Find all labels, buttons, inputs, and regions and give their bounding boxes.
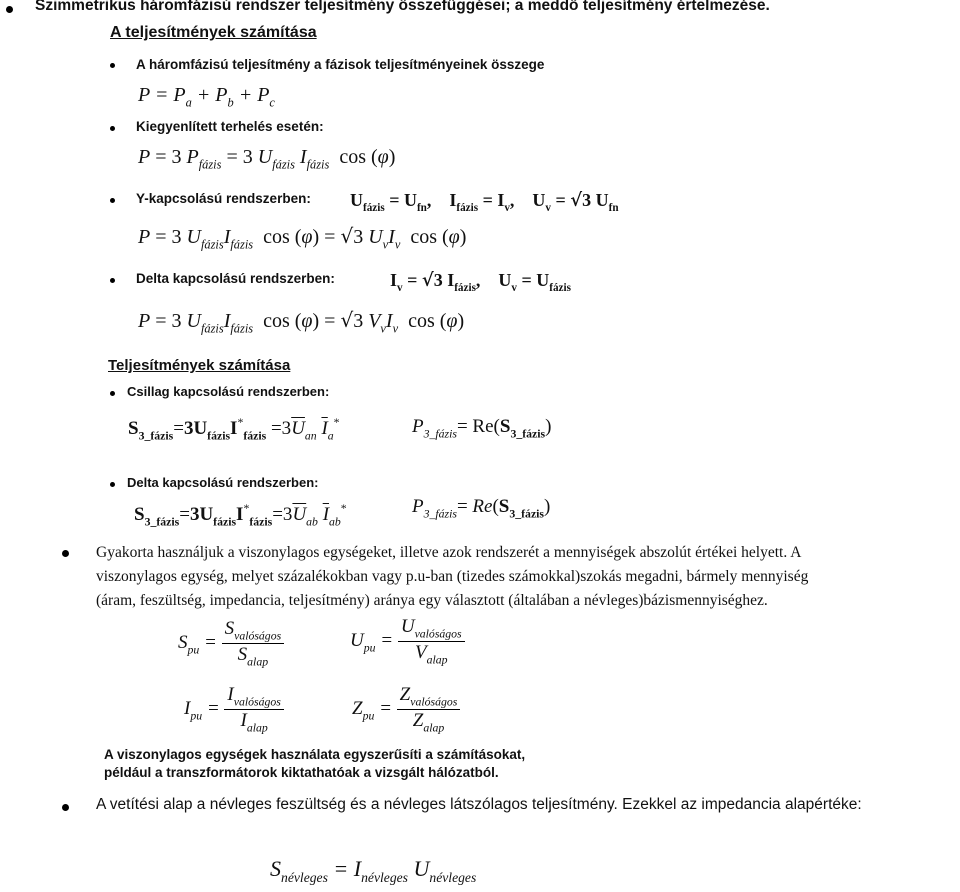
page-title: Szimmetrikus háromfázisú rendszer teljesítmény összefüggései; a meddő teljesítmény értelmezése. — [35, 0, 770, 14]
equation-s-star: $S_{3\_fázis}=3U_{fázis}I^*_{fázis} =3\overline{U}_{an}$ $\overline{I}_a^*$ — [128, 416, 340, 443]
equation-p-star: $P_{3\_fázis}= Re(S_{3\_fázis})$ — [412, 416, 552, 441]
bullet-dot — [110, 482, 115, 487]
section-title-teljesitmenyek-2: Teljesítmények számítása — [108, 357, 291, 374]
item-csillag: Csillag kapcsolású rendszerben: — [127, 384, 330, 399]
equation-p-delta-2: $P_{3\_fázis}= Re(S_{3\_fázis})$ — [412, 496, 551, 521]
paragraph-vetitesi-alap: A vetítési alap a névleges feszültség és a névleges látszólagos teljesítmény. Ezekkel az impedancia alapértéke: — [96, 796, 862, 813]
item-delta-2: Delta kapcsolású rendszerben: — [127, 475, 319, 490]
equation-i-pu: $I_{pu}$ = $\frac{I_{valóságos}}{I_{alap}}$ — [184, 684, 284, 736]
equation-u-pu: $U_{pu}$ = $\frac{U_{valóságos}}{V_{alap}}$ — [350, 616, 465, 668]
paragraph-line: (áram, feszültség, impedancia, teljesítmény) aránya egy választott (általában a névleges)bázismennyiséghez. — [96, 592, 768, 609]
equation-p-delta: P = 3 $U_{fázis}I_{fázis}$ cos (φ) = √3 $V_vI_v$ cos (φ) — [138, 308, 465, 336]
bullet-dot — [62, 550, 69, 557]
equation-s-delta: $S_{3\_fázis}=3U_{fázis}I^*_{fázis}=3\overline{U}_{ab}$ $\overline{I}_{ab}^*$ — [134, 502, 347, 529]
equation-s-nevleges: $S_{névleges} = I_{névleges}$ $U_{névleges}$ — [270, 856, 477, 886]
bullet-dot — [62, 804, 69, 811]
bullet-dot — [6, 6, 13, 13]
paragraph-viszonylagos — [96, 541, 960, 613]
item-harom-fazisu: A háromfázisú teljesítmény a fázisok teljesítményeinek összege — [136, 57, 545, 72]
bullet-dot — [110, 63, 115, 68]
equation-z-pu: $Z_{pu}$ = $\frac{Z_{valóságos}}{Z_{alap}}$ — [352, 684, 460, 736]
note-viszonylagos — [104, 746, 525, 782]
note-line: például a transzformátorok kiktathatóak a vizsgált hálózatból. — [104, 765, 499, 780]
paragraph-line: Gyakorta használjuk a viszonylagos egységeket, illetve azok rendszerét a mennyiségek abszolút értékei helyett. A — [96, 544, 802, 561]
equation-s-pu: $S_{pu}$ = $\frac{S_{valóságos}}{S_{alap}}$ — [178, 618, 284, 670]
item-delta-kapcsolasu: Delta kapcsolású rendszerben: — [136, 271, 335, 286]
section-title-teljesitmenyek: A teljesítmények számítása — [110, 24, 317, 41]
note-line: A viszonylagos egységek használata egyszerűsíti a számításokat, — [104, 747, 526, 762]
equation-p-balanced: P = 3 $P_{fázis} = 3$ $U_{fázis}$ $I_{fázis}$ cos (φ) — [138, 146, 396, 172]
equation-p-y: P = 3 $U_{fázis}I_{fázis}$ cos (φ) = √3 $U_vI_v$ cos (φ) — [138, 224, 467, 252]
item-y-kapcsolasu: Y-kapcsolású rendszerben: — [136, 191, 311, 206]
bullet-dot — [110, 126, 115, 131]
item-kiegyenlitett: Kiegyenlített terhelés esetén: — [136, 119, 324, 134]
paragraph-line: viszonylagos egység, melyet százalékokban vagy p.u-ban (tizedes számokkal)szokás megadni, bármely mennyiség — [96, 568, 809, 585]
bullet-dot — [110, 278, 115, 283]
equation-p-sum: $P = P_a + P_b + P_c$ — [138, 84, 275, 110]
bullet-dot — [110, 198, 115, 203]
equation-delta-relations: $I_v = √3$ $I_{fázis}$, $U_v = U_{fázis}$ — [390, 270, 571, 295]
equation-y-relations: $U_{fázis} = U_{fn}$, $I_{fázis} = I_v$, $U_v = √3$ $U_{fn}$ — [350, 190, 619, 215]
bullet-dot — [110, 391, 115, 396]
